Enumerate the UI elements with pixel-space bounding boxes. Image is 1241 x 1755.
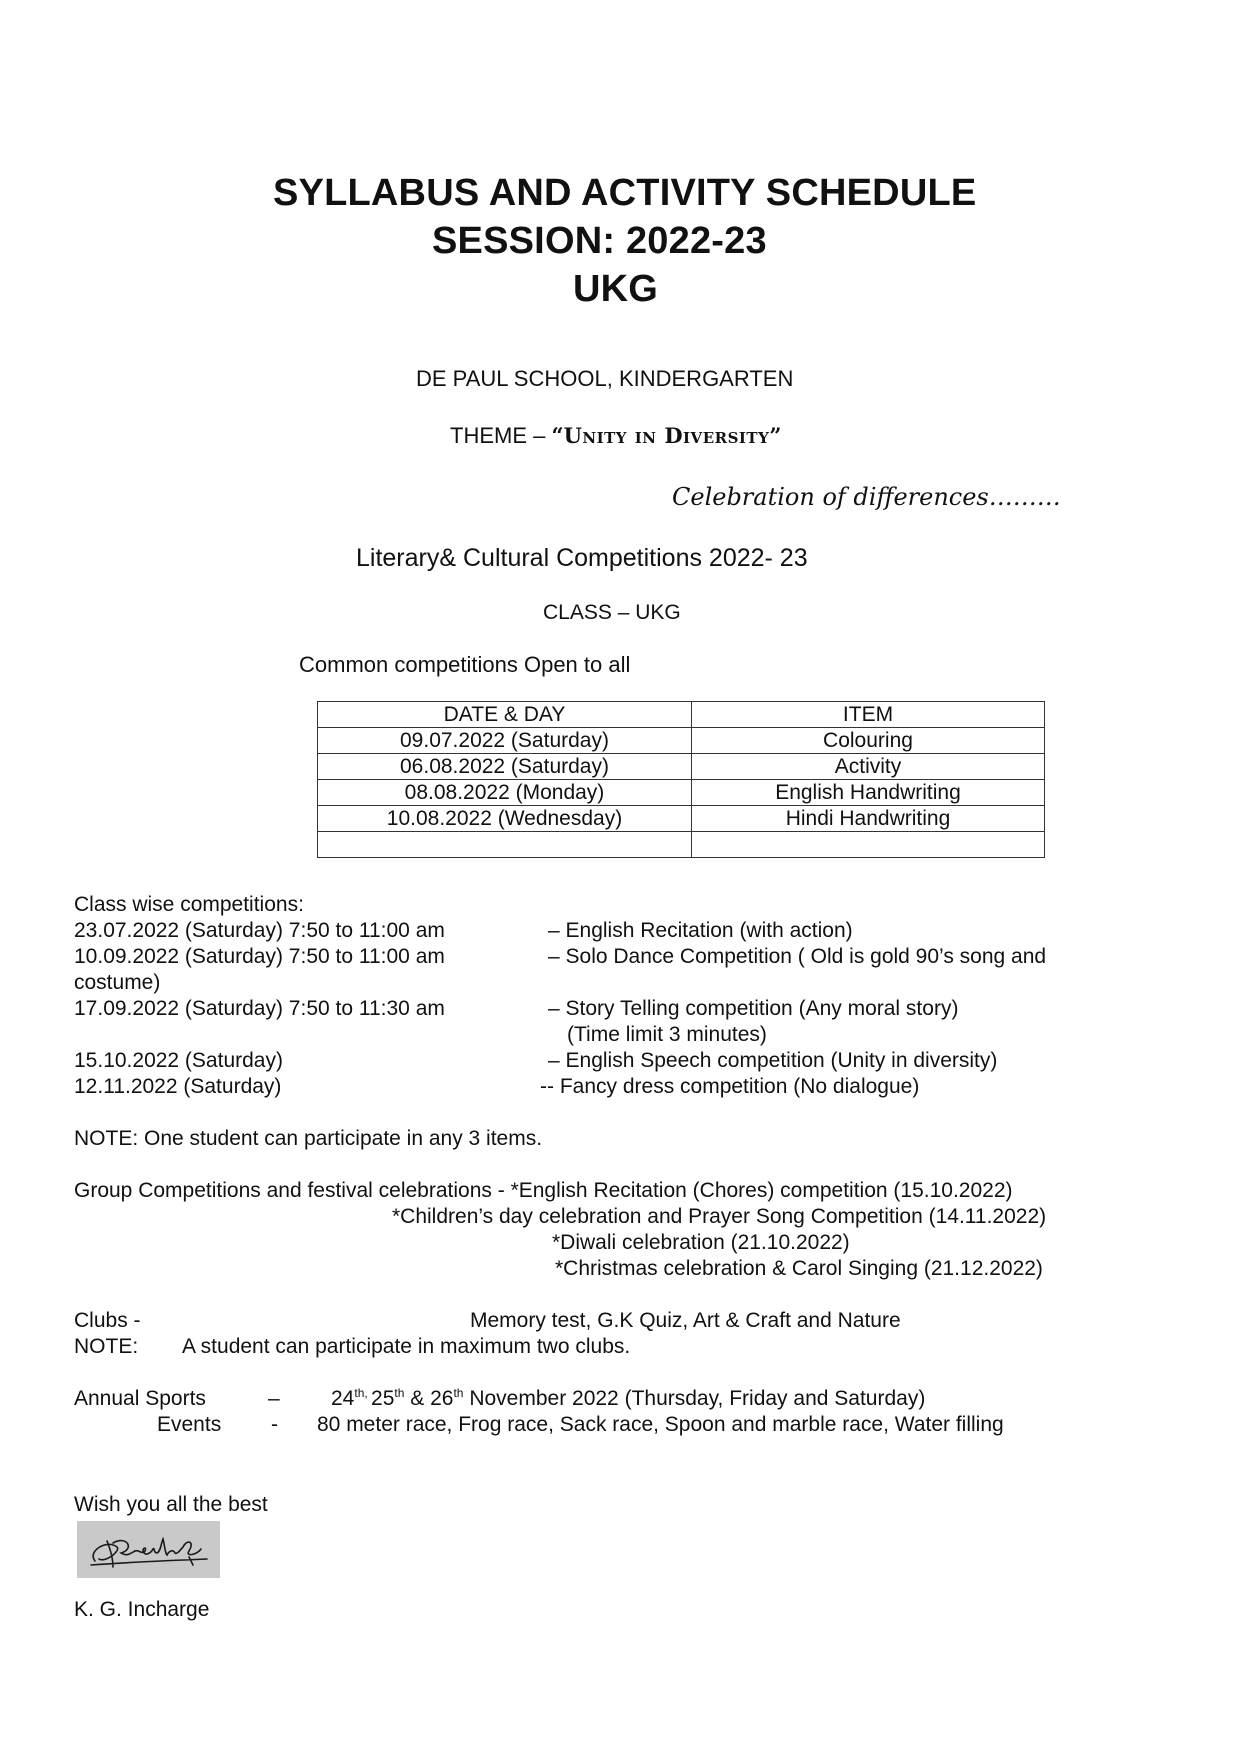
sports-day-3: & 26 — [404, 1387, 454, 1410]
theme-value: Unity in Diversity — [563, 423, 770, 448]
sports-day-1-suffix: th, — [354, 1386, 372, 1400]
group-item: *Christmas celebration & Carol Singing (21.12.2022) — [555, 1257, 1043, 1280]
table-row — [318, 754, 1045, 780]
table-row — [318, 780, 1045, 806]
events-label: Events — [157, 1413, 222, 1436]
title-line-3: UKG — [573, 268, 659, 310]
table-cell-date: 08.08.2022 (Monday) — [318, 780, 692, 806]
table-cell-date — [318, 832, 692, 858]
theme-label: THEME – — [450, 423, 552, 448]
table-cell-date: 10.08.2022 (Wednesday) — [318, 806, 692, 832]
sports-label: Annual Sports — [74, 1387, 206, 1410]
clubs-label: Clubs - — [74, 1309, 141, 1332]
tagline: Celebration of differences……… — [672, 483, 1061, 511]
events-dash: - — [271, 1413, 278, 1436]
sports-day-2-suffix: th — [394, 1386, 405, 1400]
table-header-date: DATE & DAY — [318, 702, 692, 728]
table-cell-date: 09.07.2022 (Saturday) — [318, 728, 692, 754]
table-row — [318, 728, 1045, 754]
table-row — [318, 806, 1045, 832]
classwise-date: 15.10.2022 (Saturday) — [74, 1049, 283, 1072]
clubs-value: Memory test, G.K Quiz, Art & Craft and Nature — [470, 1309, 901, 1332]
signatory: K. G. Incharge — [74, 1598, 210, 1621]
table-cell-item: Hindi Handwriting — [692, 806, 1045, 832]
group-line-1 — [74, 1179, 1013, 1203]
clubs-note-text: A student can participate in maximum two clubs. — [182, 1335, 631, 1358]
group-item: *Diwali celebration (21.10.2022) — [552, 1231, 850, 1254]
classwise-event: – Solo Dance Competition ( Old is gold 90’s song and — [548, 945, 1047, 968]
classwise-event-continued: (Time limit 3 minutes) — [567, 1023, 767, 1046]
table-header-item: ITEM — [692, 702, 1045, 728]
sports-dash: – — [268, 1387, 280, 1410]
table-row-empty — [318, 832, 1045, 858]
class-label: CLASS – UKG — [543, 601, 681, 624]
sports-day-1: 24 — [331, 1387, 355, 1410]
table-cell-item — [692, 832, 1045, 858]
title-line-2: SESSION: 2022-23 — [432, 220, 767, 262]
classwise-date: 17.09.2022 (Saturday) 7:50 to 11:30 am — [74, 997, 445, 1020]
group-label: Group Competitions and festival celebrations - — [74, 1179, 511, 1202]
closing-wish: Wish you all the best — [74, 1493, 268, 1516]
classwise-event: – English Recitation (with action) — [548, 919, 853, 942]
theme-close-quote: ” — [769, 423, 782, 448]
table-cell-date: 06.08.2022 (Saturday) — [318, 754, 692, 780]
table-cell-item: Activity — [692, 754, 1045, 780]
sports-dates-rest: November 2022 (Thursday, Friday and Saturday) — [463, 1387, 926, 1410]
competitions-heading: Literary& Cultural Competitions 2022- 23 — [356, 544, 808, 572]
table-cell-item: Colouring — [692, 728, 1045, 754]
sports-day-2: 25 — [371, 1387, 395, 1410]
common-competitions-table — [317, 701, 1045, 858]
classwise-date: 23.07.2022 (Saturday) 7:50 to 11:00 am — [74, 919, 445, 942]
common-label: Common competitions Open to all — [299, 652, 631, 677]
group-item: *Children’s day celebration and Prayer Song Competition (14.11.2022) — [392, 1205, 1047, 1228]
classwise-event: – English Speech competition (Unity in diversity) — [548, 1049, 998, 1072]
classwise-event-continued: costume) — [74, 971, 161, 994]
sports-dates — [331, 1387, 925, 1411]
group-item: *English Recitation (Chores) competition (15.10.2022) — [510, 1179, 1013, 1202]
theme-open-quote: “ — [551, 423, 564, 448]
signature-scribble — [77, 1521, 220, 1578]
theme-line — [450, 423, 781, 449]
classwise-date: 12.11.2022 (Saturday) — [74, 1075, 282, 1098]
clubs-note-label: NOTE: — [74, 1335, 139, 1358]
classwise-note: NOTE: One student can participate in any 3 items. — [74, 1127, 543, 1150]
classwise-heading: Class wise competitions: — [74, 893, 304, 916]
events-value: 80 meter race, Frog race, Sack race, Spoon and marble race, Water filling — [317, 1413, 1004, 1436]
school-name: DE PAUL SCHOOL, KINDERGARTEN — [416, 366, 794, 391]
classwise-event: -- Fancy dress competition (No dialogue) — [540, 1075, 920, 1098]
signature-image — [77, 1521, 220, 1578]
classwise-date: 10.09.2022 (Saturday) 7:50 to 11:00 am — [74, 945, 445, 968]
title-line-1: SYLLABUS AND ACTIVITY SCHEDULE — [273, 172, 977, 214]
sports-day-3-suffix: th — [453, 1386, 464, 1400]
table-header-row — [318, 702, 1045, 728]
classwise-event: – Story Telling competition (Any moral story) — [548, 997, 959, 1020]
table-cell-item: English Handwriting — [692, 780, 1045, 806]
